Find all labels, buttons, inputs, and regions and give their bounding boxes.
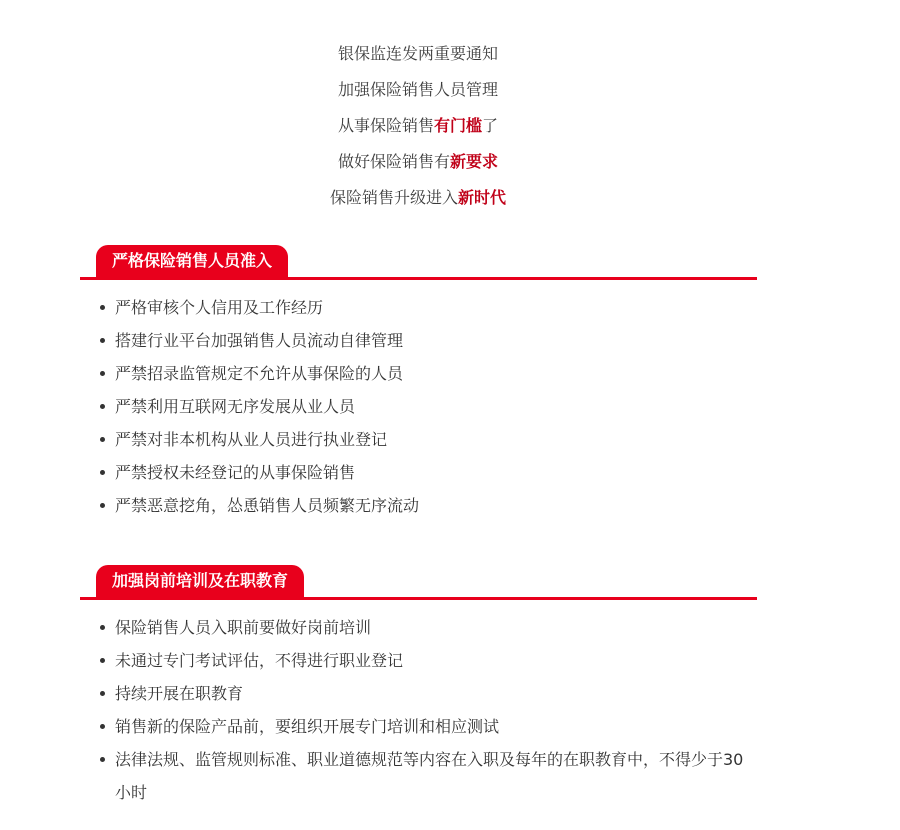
intro-line-4-highlight: 新要求 (450, 152, 499, 171)
intro-line-4-text: 做好保险销售有 (337, 152, 450, 171)
list-item: 严禁利用互联网无序发展从业人员 (80, 390, 757, 423)
section-header (80, 245, 757, 281)
list-item: 销售新的保险产品前，要组织开展专门培训和相应测试 (80, 710, 757, 743)
bullet-list (80, 291, 757, 522)
intro-line-1-text: 银保监连发两重要通知 (337, 44, 498, 63)
intro-line-5 (0, 180, 836, 216)
intro-line-3-highlight: 有门槛 (433, 116, 482, 135)
intro-line-2 (0, 72, 836, 108)
intro-line-1 (0, 36, 836, 72)
intro-line-4 (0, 144, 836, 180)
intro-line-3-suffix: 了 (482, 116, 499, 135)
list-item: 未通过专门考试评估，不得进行职业登记 (80, 644, 757, 677)
section-divider (80, 597, 757, 600)
list-item: 法律法规、监管规则标准、职业道德规范等内容在入职及每年的在职教育中，不得少于30小时 (80, 743, 757, 809)
bullet-list (80, 611, 757, 809)
section-title: 严格保险销售人员准入 (96, 245, 288, 277)
list-item: 严禁招录监管规定不允许从事保险的人员 (80, 357, 757, 390)
section-header (80, 565, 757, 601)
list-item: 严格审核个人信用及工作经历 (80, 291, 757, 324)
section-personnel-access (80, 245, 757, 522)
list-item: 严禁对非本机构从业人员进行执业登记 (80, 423, 757, 456)
intro-line-2-text: 加强保险销售人员管理 (337, 80, 498, 99)
list-item: 严禁恶意挖角，怂恿销售人员频繁无序流动 (80, 489, 757, 522)
intro-line-3 (0, 108, 836, 144)
intro-line-5-text: 保险销售升级进入 (329, 188, 458, 207)
list-item: 持续开展在职教育 (80, 677, 757, 710)
list-item: 搭建行业平台加强销售人员流动自律管理 (80, 324, 757, 357)
intro-line-3-text: 从事保险销售 (337, 116, 434, 135)
section-divider (80, 277, 757, 280)
list-item: 严禁授权未经登记的从事保险销售 (80, 456, 757, 489)
list-item: 保险销售人员入职前要做好岗前培训 (80, 611, 757, 644)
intro-block (0, 36, 836, 216)
section-training (80, 565, 757, 809)
section-title: 加强岗前培训及在职教育 (96, 565, 304, 597)
intro-line-5-highlight: 新时代 (458, 188, 507, 207)
